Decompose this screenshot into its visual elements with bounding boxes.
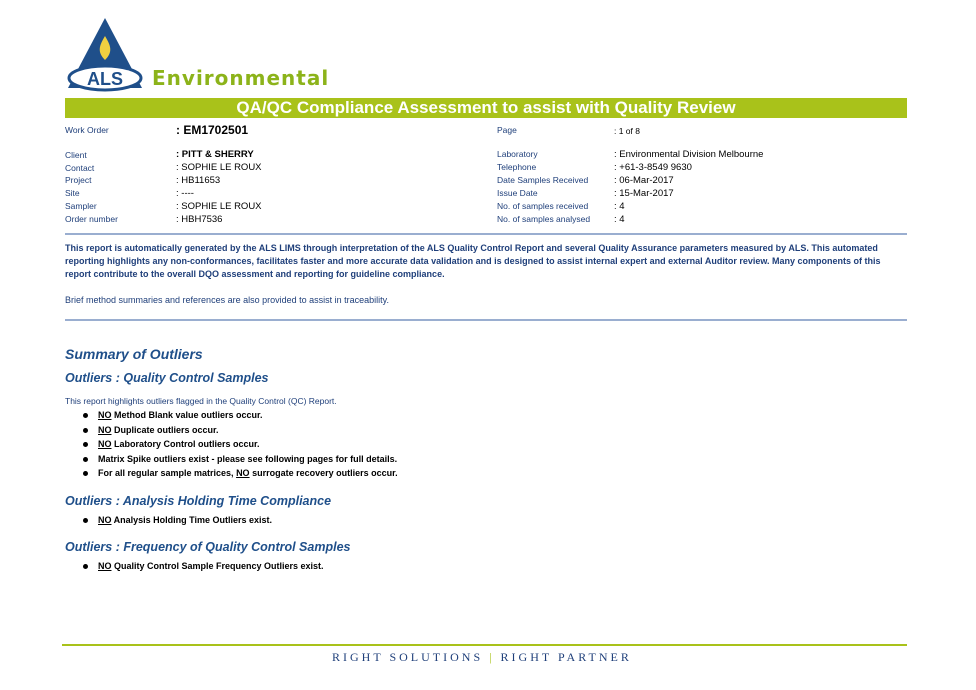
samples-received-label: No. of samples received	[497, 201, 589, 211]
logo-text: ALS	[87, 69, 123, 89]
project-value: : HB11653	[176, 175, 221, 186]
bullet	[83, 471, 88, 476]
issue-date-value: : 15-Mar-2017	[614, 188, 674, 199]
intro-traceability: Brief method summaries and references are also provided to assist in traceability.	[65, 295, 389, 305]
report-title: QA/QC Compliance Assessment to assist with Quality Review	[65, 98, 907, 118]
qc-samples-heading: Outliers : Quality Control Samples	[65, 371, 269, 385]
page-label: Page	[497, 125, 517, 135]
site-label: Site	[65, 188, 80, 198]
samples-analysed-value: : 4	[614, 214, 625, 225]
work-order-label: Work Order	[65, 125, 109, 135]
site-value: : ----	[176, 188, 194, 199]
qc-samples-note: This report highlights outliers flagged in the Quality Control (QC) Report.	[65, 396, 337, 406]
laboratory-value: : Environmental Division Melbourne	[614, 149, 764, 160]
qc-samples-list	[65, 408, 665, 481]
bullet	[83, 428, 88, 433]
brand-name: Environmental	[152, 66, 330, 90]
frequency-list	[65, 559, 665, 574]
divider-top	[65, 233, 907, 235]
frequency-heading: Outliers : Frequency of Quality Control Samples	[65, 540, 351, 554]
client-value: : PITT & SHERRY	[176, 149, 254, 160]
telephone-value: : +61-3-8549 9630	[614, 162, 692, 173]
work-order-value: : EM1702501	[176, 123, 249, 137]
contact-label: Contact	[65, 163, 95, 173]
page-value: : 1 of 8	[614, 126, 640, 136]
date-received-label: Date Samples Received	[497, 175, 589, 185]
order-number-label: Order number	[65, 214, 118, 224]
sampler-value: : SOPHIE LE ROUX	[176, 201, 262, 212]
sampler-label: Sampler	[65, 201, 97, 211]
samples-analysed-label: No. of samples analysed	[497, 214, 591, 224]
footer-line	[62, 644, 907, 646]
divider-bottom	[65, 319, 907, 321]
bullet	[83, 564, 88, 569]
footer-divider: |	[489, 650, 495, 664]
date-received-value: : 06-Mar-2017	[614, 175, 674, 186]
footer-tagline	[332, 650, 632, 665]
intro-paragraph: This report is automatically generated by the ALS LIMS through interpretation of the ALS Quality Control Report and several Quality Assurance parameters measured by ALS. This automated reporting highlights any non-conformances, facilitates faster and more accurate data validation and is designed to assist internal expert and external Auditor review. Many components of this report contribute to the overall DQO assessment and reporting for guideline compliance.	[65, 243, 881, 279]
laboratory-label: Laboratory	[497, 149, 538, 159]
list-item: Matrix Spike outliers exist - please see following pages for full details.	[65, 452, 665, 467]
samples-received-value: : 4	[614, 201, 625, 212]
order-number-value: : HBH7536	[176, 214, 223, 225]
bullet	[83, 457, 88, 462]
issue-date-label: Issue Date	[497, 188, 538, 198]
list-item: NO Analysis Holding Time Outliers exist.	[65, 513, 665, 528]
client-label: Client	[65, 150, 87, 160]
bullet	[83, 413, 88, 418]
footer-right: RIGHT PARTNER	[500, 650, 632, 664]
contact-value: : SOPHIE LE ROUX	[176, 162, 262, 173]
telephone-label: Telephone	[497, 162, 537, 172]
list-item: NO Laboratory Control outliers occur.	[65, 437, 665, 452]
bullet	[83, 442, 88, 447]
project-label: Project	[65, 175, 92, 185]
list-item: NO Method Blank value outliers occur.	[65, 408, 665, 423]
als-logo	[66, 16, 144, 94]
holding-time-heading: Outliers : Analysis Holding Time Compliance	[65, 494, 332, 508]
summary-heading: Summary of Outliers	[65, 346, 203, 362]
list-item: NO Duplicate outliers occur.	[65, 423, 665, 438]
list-item: NO Quality Control Sample Frequency Outliers exist.	[65, 559, 665, 574]
bullet	[83, 518, 88, 523]
footer-left: RIGHT SOLUTIONS	[332, 650, 484, 664]
holding-time-list	[65, 513, 665, 528]
list-item: For all regular sample matrices, NO surrogate recovery outliers occur.	[65, 466, 665, 481]
